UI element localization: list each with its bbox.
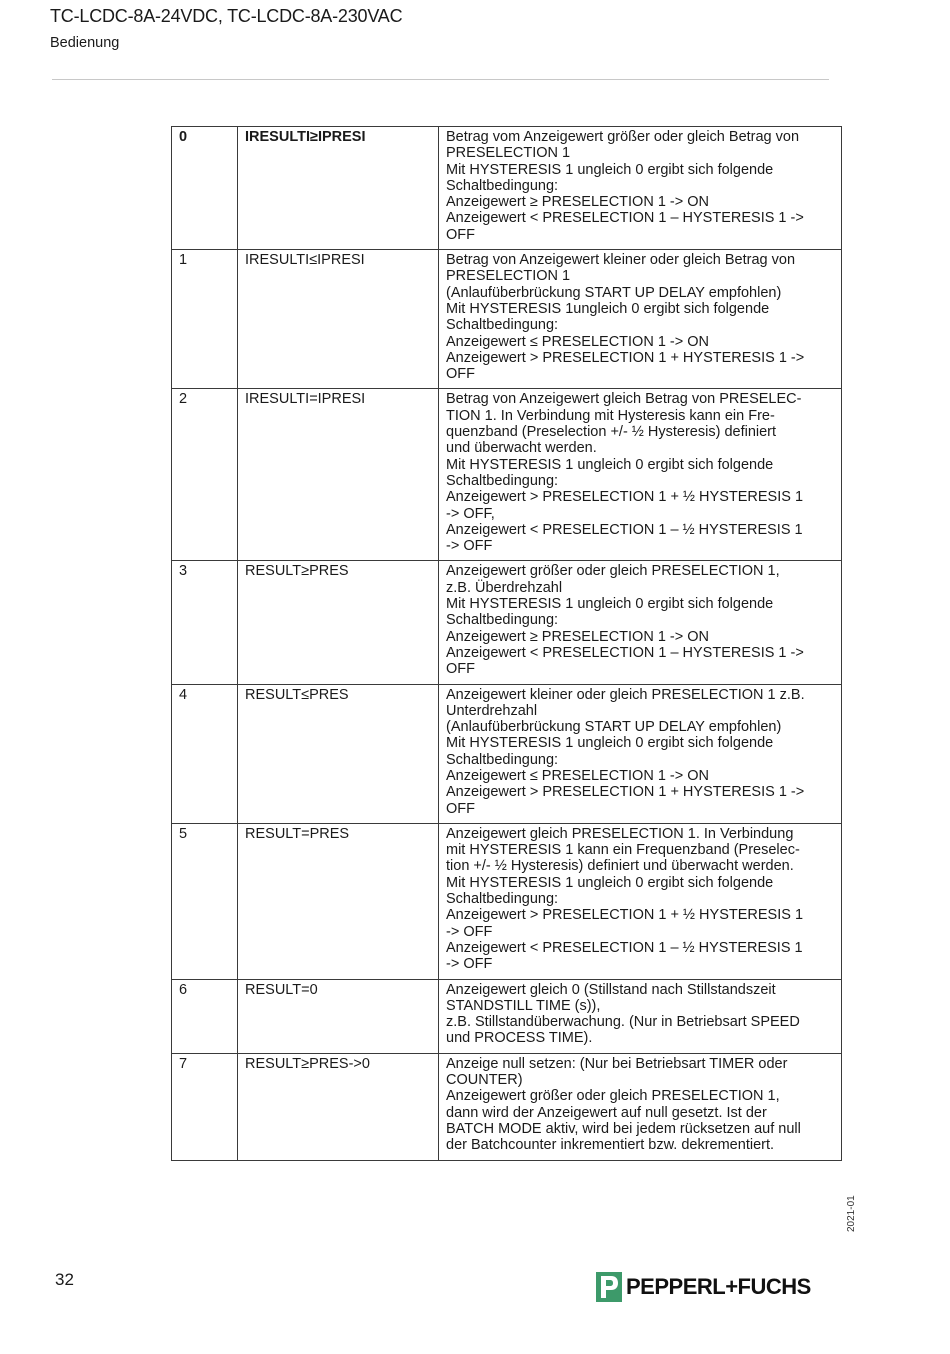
description-line: Anzeigewert größer oder gleich PRESELECTION 1, <box>446 563 780 580</box>
description-line: Mit HYSTERESIS 1 ungleich 0 ergibt sich folgende <box>446 161 774 178</box>
description-line: STANDSTILL TIME (s)), <box>446 997 601 1014</box>
description-line: PRESELECTION 1 <box>446 268 571 285</box>
mode-description-cell <box>439 127 842 250</box>
description-line: -> OFF, <box>446 505 495 522</box>
description-line: OFF <box>446 661 475 678</box>
description-line: Anzeigewert < PRESELECTION 1 – ½ HYSTERESIS 1 <box>446 521 803 538</box>
mode-condition-cell: RESULT≥PRES <box>238 561 439 684</box>
table-row <box>172 127 842 250</box>
description-line: Anzeigewert ≥ PRESELECTION 1 -> ON <box>446 194 710 211</box>
mode-number-cell: 2 <box>172 389 238 561</box>
mode-condition-cell: IRESULTI≤IPRESI <box>238 250 439 389</box>
description-line: Anzeigewert < PRESELECTION 1 – ½ HYSTERESIS 1 <box>446 939 803 956</box>
description-line: Unterdrehzahl <box>446 702 538 719</box>
mode-condition-cell: RESULT=0 <box>238 979 439 1053</box>
description-line: -> OFF <box>446 956 493 973</box>
description-line: OFF <box>446 366 475 383</box>
description-line: Anzeigewert ≤ PRESELECTION 1 -> ON <box>446 333 710 350</box>
mode-number-cell: 6 <box>172 979 238 1053</box>
table-row <box>172 684 842 823</box>
description-line: Mit HYSTERESIS 1 ungleich 0 ergibt sich folgende <box>446 456 774 473</box>
description-line: und überwacht werden. <box>446 440 597 457</box>
description-line: -> OFF <box>446 538 493 555</box>
mode-description-cell <box>439 979 842 1053</box>
description-line: Betrag von Anzeigewert gleich Betrag von PRESELEC- <box>446 391 802 408</box>
mode-number-cell: 3 <box>172 561 238 684</box>
description-line: tion +/- ½ Hysteresis) definiert und überwacht werden. <box>446 858 794 875</box>
description-line: Schaltbedingung: <box>446 612 559 629</box>
description-line: z.B. Überdrehzahl <box>446 579 563 596</box>
description-line: der Batchcounter inkrementiert bzw. dekrementiert. <box>446 1137 775 1154</box>
description-line: Anzeigewert < PRESELECTION 1 – HYSTERESIS 1 -> <box>446 644 804 661</box>
document-title: TC-LCDC-8A-24VDC, TC-LCDC-8A-230VAC <box>50 6 403 26</box>
description-line: Anzeigewert > PRESELECTION 1 + ½ HYSTERESIS 1 <box>446 489 804 506</box>
date-code: 2021-01 <box>846 1195 857 1232</box>
description-line: Schaltbedingung: <box>446 177 559 194</box>
mode-description-cell <box>439 684 842 823</box>
description-line: -> OFF <box>446 923 493 940</box>
description-line: Schaltbedingung: <box>446 891 559 908</box>
mode-number-cell: 0 <box>172 127 238 250</box>
description-line: TION 1. In Verbindung mit Hysteresis kann ein Fre- <box>446 407 775 424</box>
description-line: Anzeigewert ≥ PRESELECTION 1 -> ON <box>446 628 710 645</box>
description-line: Anzeigewert kleiner oder gleich PRESELECTION 1 z.B. <box>446 686 805 703</box>
table-row <box>172 979 842 1053</box>
mode-number-cell: 4 <box>172 684 238 823</box>
pepperl-fuchs-logo-icon <box>596 1272 622 1302</box>
description-line: PRESELECTION 1 <box>446 145 571 162</box>
description-line: Schaltbedingung: <box>446 472 559 489</box>
mode-condition-cell: RESULT≥PRES->0 <box>238 1053 439 1160</box>
company-logo <box>596 1271 811 1303</box>
description-line: Schaltbedingung: <box>446 751 559 768</box>
mode-condition-cell: RESULT≤PRES <box>238 684 439 823</box>
description-line: Schaltbedingung: <box>446 317 559 334</box>
description-line: OFF <box>446 226 475 243</box>
mode-description-cell <box>439 561 842 684</box>
page-number: 32 <box>55 1270 74 1289</box>
description-line: (Anlaufüberbrückung START UP DELAY empfohlen) <box>446 719 782 736</box>
description-line: OFF <box>446 800 475 817</box>
mode-condition-cell: IRESULTI≥IPRESI <box>238 127 439 250</box>
description-line: Anzeigewert gleich PRESELECTION 1. In Verbindung <box>446 825 794 842</box>
description-line: Betrag vom Anzeigewert größer oder gleich Betrag von <box>446 129 800 145</box>
mode-condition-cell: RESULT=PRES <box>238 823 439 979</box>
description-line: Mit HYSTERESIS 1 ungleich 0 ergibt sich folgende <box>446 874 774 891</box>
description-line: z.B. Stillstandüberwachung. (Nur in Betriebsart SPEED <box>446 1014 800 1031</box>
description-line: und PROCESS TIME). <box>446 1030 593 1047</box>
mode-condition-cell: IRESULTI=IPRESI <box>238 389 439 561</box>
section-title: Bedienung <box>50 35 120 51</box>
description-line: Mit HYSTERESIS 1 ungleich 0 ergibt sich folgende <box>446 735 774 752</box>
description-line: Betrag von Anzeigewert kleiner oder gleich Betrag von <box>446 252 796 269</box>
header-divider <box>52 79 829 80</box>
switching-modes-table <box>171 126 842 1161</box>
mode-number-cell: 7 <box>172 1053 238 1160</box>
description-line: Anzeige null setzen: (Nur bei Betriebsart TIMER oder <box>446 1055 788 1072</box>
description-line: (Anlaufüberbrückung START UP DELAY empfohlen) <box>446 284 782 301</box>
table-row <box>172 1053 842 1160</box>
mode-description-cell <box>439 1053 842 1160</box>
table-body <box>172 127 842 1161</box>
description-line: mit HYSTERESIS 1 kann ein Frequenzband (Preselec- <box>446 842 800 859</box>
mode-number-cell: 5 <box>172 823 238 979</box>
mode-description-cell <box>439 250 842 389</box>
description-line: COUNTER) <box>446 1072 523 1089</box>
table-row <box>172 561 842 684</box>
description-line: BATCH MODE aktiv, wird bei jedem rücksetzen auf null <box>446 1120 801 1137</box>
mode-description-cell <box>439 823 842 979</box>
table-row <box>172 823 842 979</box>
description-line: Anzeigewert > PRESELECTION 1 + HYSTERESIS 1 -> <box>446 784 805 801</box>
description-line: Anzeigewert ≤ PRESELECTION 1 -> ON <box>446 767 710 784</box>
description-line: Anzeigewert größer oder gleich PRESELECTION 1, <box>446 1088 780 1105</box>
mode-number-cell: 1 <box>172 250 238 389</box>
description-line: quenzband (Preselection +/- ½ Hysteresis) definiert <box>446 424 777 441</box>
mode-description-cell <box>439 389 842 561</box>
description-line: dann wird der Anzeigewert auf null gesetzt. Ist der <box>446 1104 767 1121</box>
description-line: Mit HYSTERESIS 1ungleich 0 ergibt sich folgende <box>446 300 770 317</box>
table-row <box>172 389 842 561</box>
description-line: Anzeigewert < PRESELECTION 1 – HYSTERESIS 1 -> <box>446 210 804 227</box>
table-row <box>172 250 842 389</box>
description-line: Anzeigewert gleich 0 (Stillstand nach Stillstandszeit <box>446 981 776 998</box>
logo-text: PEPPERL+FUCHS <box>626 1274 811 1299</box>
description-line: Anzeigewert > PRESELECTION 1 + ½ HYSTERESIS 1 <box>446 907 804 924</box>
description-line: Anzeigewert > PRESELECTION 1 + HYSTERESIS 1 -> <box>446 349 805 366</box>
description-line: Mit HYSTERESIS 1 ungleich 0 ergibt sich folgende <box>446 596 774 613</box>
